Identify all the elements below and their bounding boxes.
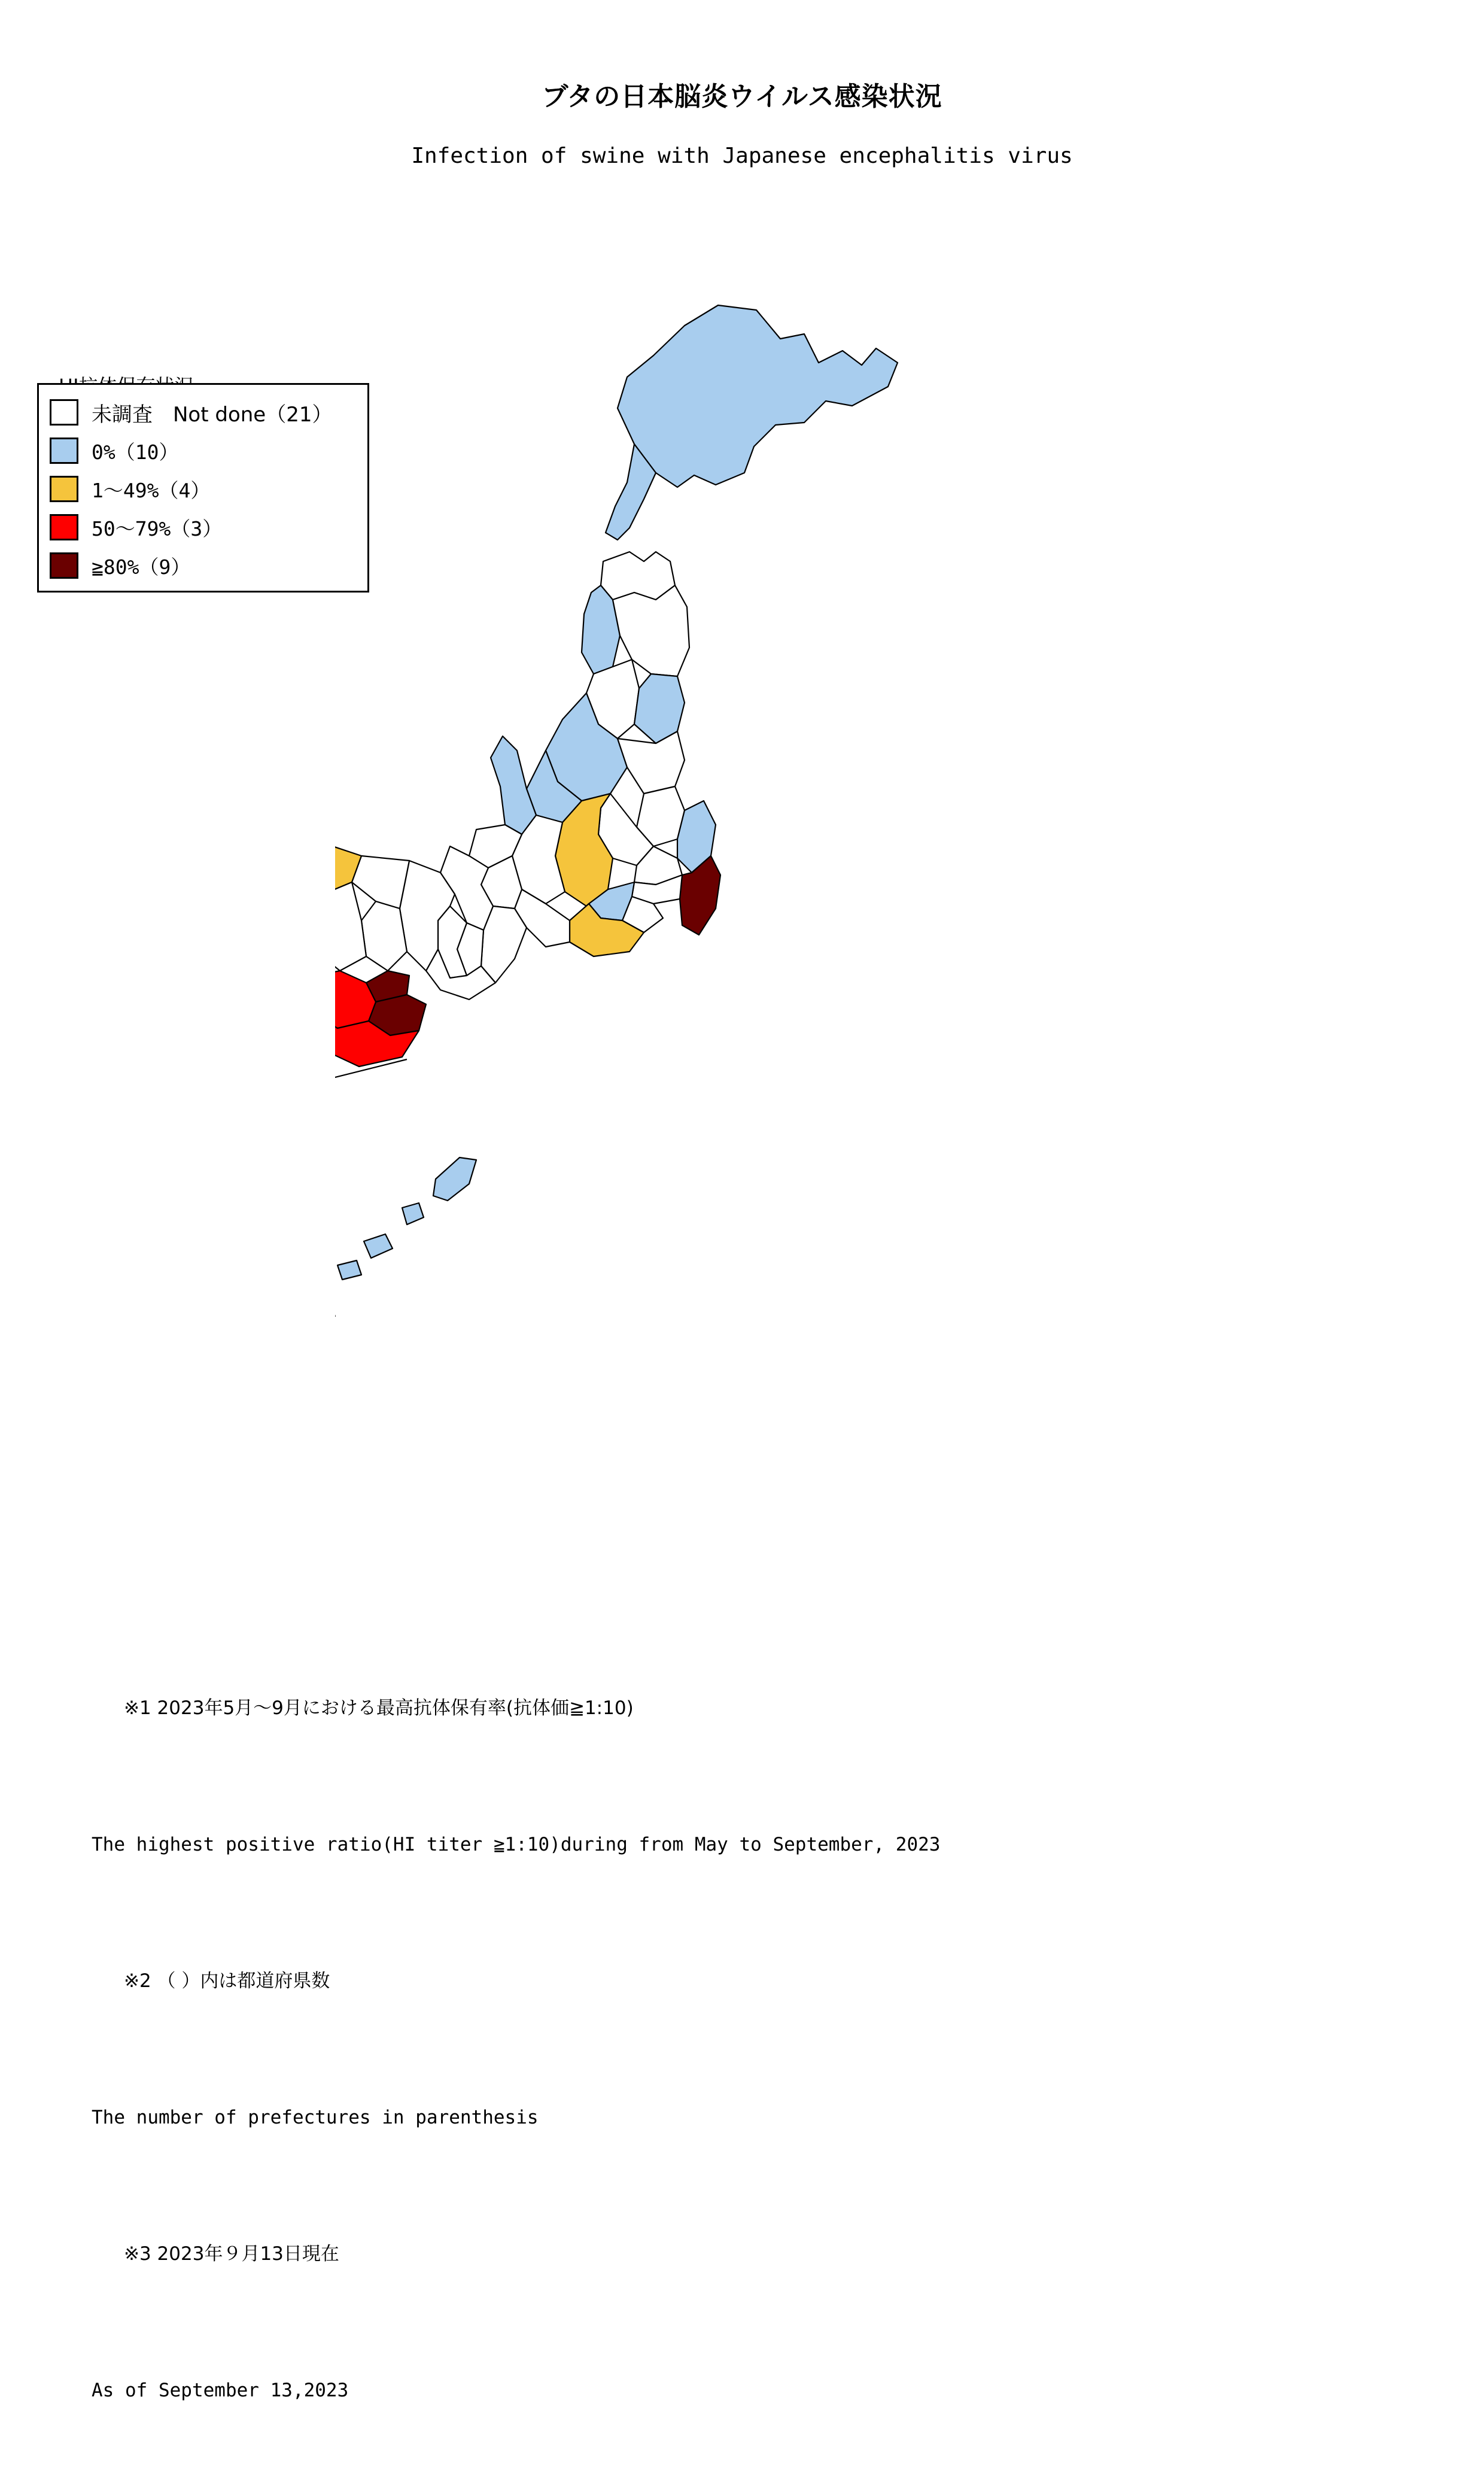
footnotes: [57, 1589, 1373, 2476]
legend-label-high: ≧80%（9）: [92, 555, 191, 579]
legend-label-zero: 0%（10）: [92, 440, 179, 464]
footnote-2: [57, 1930, 1373, 2033]
footnote-2-en: The number of prefectures in parenthesis: [92, 2107, 539, 2128]
prefecture-okayama: [361, 901, 407, 971]
prefecture-ehime: [335, 971, 376, 1028]
legend-label-mid: 50〜79%（3）: [92, 517, 223, 540]
footnote-3-ja: 2023年９月13日現在: [157, 2243, 339, 2265]
prefecture-okinawa-isle3: [337, 1260, 361, 1280]
legend-swatch-mid: [50, 514, 78, 540]
legend-item-high: [50, 546, 367, 585]
footnote-2-ja: （ ）内は都道府県数: [157, 1970, 330, 1992]
page-title-english: Infection of swine with Japanese encephalitis virus: [411, 144, 1073, 168]
footnote-2-marker: ※2: [123, 1970, 151, 1992]
footnote-3: [57, 2203, 1373, 2305]
legend-item-low: [50, 470, 367, 508]
prefecture-chiba: [680, 856, 720, 935]
legend-swatch-not-done: [50, 399, 78, 426]
prefecture-okinawa-isle1: [402, 1203, 424, 1225]
footnote-3-en: As of September 13,2023: [92, 2380, 349, 2401]
footnote-1-en: The highest positive ratio(HI titer ≧1:10)during from May to September, 2023: [92, 1834, 941, 1855]
prefecture-hiroshima: [335, 882, 366, 971]
footnote-3-marker: ※3: [123, 2243, 151, 2265]
legend-item-zero: [50, 432, 367, 470]
prefecture-okinawa-isle2: [364, 1234, 393, 1258]
footnote-1-marker: ※1: [123, 1697, 151, 1719]
prefecture-tottori: [352, 856, 409, 909]
legend-swatch-high: [50, 552, 78, 579]
footnote-1: [57, 1657, 1373, 1760]
legend-label-not-done: 未調査 Not done（21）: [92, 402, 333, 427]
legend-label-low: 1〜49%（4）: [92, 478, 211, 502]
legend-item-not-done: [50, 393, 367, 432]
japan-choropleth-map: [335, 293, 1269, 1472]
page-title-japanese: ブタの日本脳炎ウイルス感染状況: [542, 81, 942, 112]
legend-swatch-low: [50, 476, 78, 502]
prefecture-fukushima: [618, 731, 685, 794]
footnote-1-ja: 2023年5月〜9月における最高抗体保有率(抗体価≧1:10): [157, 1697, 634, 1719]
legend-item-mid: [50, 508, 367, 546]
legend-swatch-zero: [50, 438, 78, 464]
prefecture-aomori: [601, 552, 675, 600]
prefecture-hokkaido: [618, 305, 898, 487]
prefecture-okinawa-main: [433, 1158, 476, 1201]
legend-box: [37, 383, 369, 593]
